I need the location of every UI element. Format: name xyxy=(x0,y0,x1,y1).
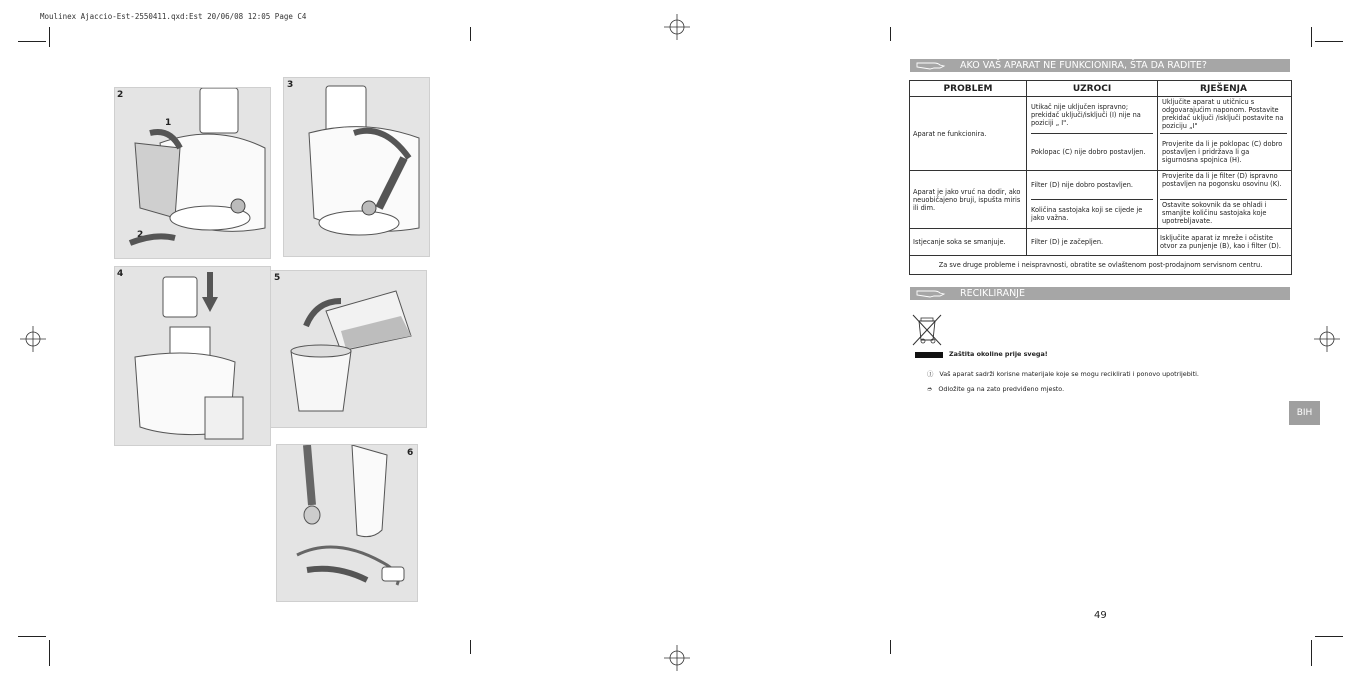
info-icon: Ⓘ xyxy=(927,370,934,378)
solution-text: Uključite aparat u utičnicu s odgovarajućim naponom. Postavite prekidač uključi /isključi postavite na poziciju „I" xyxy=(1160,97,1287,134)
causes-cell xyxy=(1027,229,1158,255)
cause-text: Utikač nije uključen ispravno; prekidač uključi/isključi (I) nije na poziciji „ I". xyxy=(1031,97,1153,134)
registration-mark-icon xyxy=(664,645,690,671)
bullet-text: Vaš aparat sadrži korisne materijale koje se mogu reciklirati i ponovo upotrijebiti. xyxy=(939,370,1199,378)
juicer-illustration xyxy=(115,88,270,258)
crop-mark xyxy=(49,27,50,47)
table-row xyxy=(910,97,1291,171)
juicer-illustration xyxy=(284,78,429,256)
registration-mark-icon xyxy=(1314,326,1340,352)
callout-label: 1 xyxy=(165,118,172,128)
table-row xyxy=(910,229,1291,256)
crop-mark xyxy=(49,640,50,666)
figure-5 xyxy=(270,270,427,428)
figure-number: 6 xyxy=(407,448,414,458)
recycling-banner xyxy=(910,287,1290,300)
pointing-hand-icon xyxy=(916,289,946,298)
problem-cell: Aparat je jako vruć na dodir, ako neuobičajeno bruji, ispušta miris ili dim. xyxy=(910,171,1027,228)
cause-text: Poklopac (C) nije dobro postavljen. xyxy=(1031,148,1146,156)
crop-mark xyxy=(1311,27,1312,47)
solution-text: Provjerite da li je filter (D) ispravno postavljen na pogonsku osovinu (K). xyxy=(1160,171,1287,200)
cause-text: Količina sastojaka koji se cijede je jako važna. xyxy=(1031,206,1143,222)
troubleshoot-banner xyxy=(910,59,1290,72)
figure-6 xyxy=(276,444,418,602)
black-bar xyxy=(915,352,943,358)
table-header xyxy=(910,81,1291,97)
solution-text: Isključite aparat iz mreže i očistite otvor za punjenje (B), kao i filter (D). xyxy=(1160,234,1281,250)
arrow-icon: ➮ xyxy=(927,385,933,393)
causes-cell xyxy=(1027,97,1158,170)
figure-number: 2 xyxy=(117,90,124,100)
page-number: 49 xyxy=(1094,610,1107,621)
recycling-bullet xyxy=(927,385,1070,393)
figure-number: 4 xyxy=(117,269,124,279)
header-problem: PROBLEM xyxy=(910,81,1027,96)
crop-mark xyxy=(890,640,891,654)
crop-mark xyxy=(890,27,891,41)
solutions-cell xyxy=(1158,97,1289,170)
recycling-bullet xyxy=(927,369,1205,378)
crossed-bin-icon xyxy=(910,312,944,346)
registration-mark-icon xyxy=(664,14,690,40)
troubleshoot-table xyxy=(909,80,1292,275)
callout-label: 2 xyxy=(137,230,144,240)
solutions-cell xyxy=(1158,229,1289,255)
table-row xyxy=(910,171,1291,229)
causes-cell xyxy=(1027,171,1158,228)
juicer-illustration xyxy=(115,267,270,445)
crop-mark xyxy=(18,636,46,637)
crop-mark xyxy=(470,640,471,654)
registration-mark-icon xyxy=(20,326,46,352)
crop-mark xyxy=(470,27,471,41)
cord-storage-illustration xyxy=(277,445,417,601)
header-solutions: RJEŠENJA xyxy=(1200,83,1247,94)
figure-3 xyxy=(283,77,430,257)
environment-note: Zaštita okoline prije svega! xyxy=(949,350,1048,358)
cause-text: Filter (D) nije dobro postavljen. xyxy=(1031,171,1153,200)
bullet-text: Odložite ga na zato predviđeno mjesto. xyxy=(938,385,1065,393)
cause-text: Filter (D) je začepljen. xyxy=(1031,238,1104,246)
crop-mark xyxy=(1315,41,1343,42)
figure-number: 3 xyxy=(287,80,294,90)
crop-mark xyxy=(1315,636,1343,637)
figure-number: 5 xyxy=(274,273,281,283)
crop-mark xyxy=(18,41,46,42)
solution-text: Provjerite da li je poklopac (C) dobro postavljen i pridržava li ga sigurnosna spojnica (H). xyxy=(1162,140,1283,164)
solutions-cell xyxy=(1158,171,1289,228)
figure-4 xyxy=(114,266,271,446)
figure-2 xyxy=(114,87,271,259)
print-slug: Moulinex Ajaccio-Est-2550411.qxd:Est 20/06/08 12:05 Page C4 xyxy=(40,12,307,21)
problem-cell: Aparat ne funkcionira. xyxy=(910,97,1027,170)
crop-mark xyxy=(1311,640,1312,666)
pouring-illustration xyxy=(271,271,426,427)
table-footer: Za sve druge probleme i neispravnosti, obratite se ovlaštenom post-prodajnom servisnom centru. xyxy=(938,261,1263,269)
language-tab: BIH xyxy=(1289,401,1320,425)
recycling-title: RECIKLIRANJE xyxy=(960,288,1025,299)
solution-text: Ostavite sokovnik da se ohladi i smanjite količinu sastojaka koje upotrebljavate. xyxy=(1162,201,1267,225)
problem-cell: Istjecanje soka se smanjuje. xyxy=(910,229,1027,255)
header-causes: UZROCI xyxy=(1027,81,1158,96)
troubleshoot-title: AKO VAŠ APARAT NE FUNKCIONIRA, ŠTA DA RADITE? xyxy=(960,60,1207,71)
pointing-hand-icon xyxy=(916,61,946,70)
